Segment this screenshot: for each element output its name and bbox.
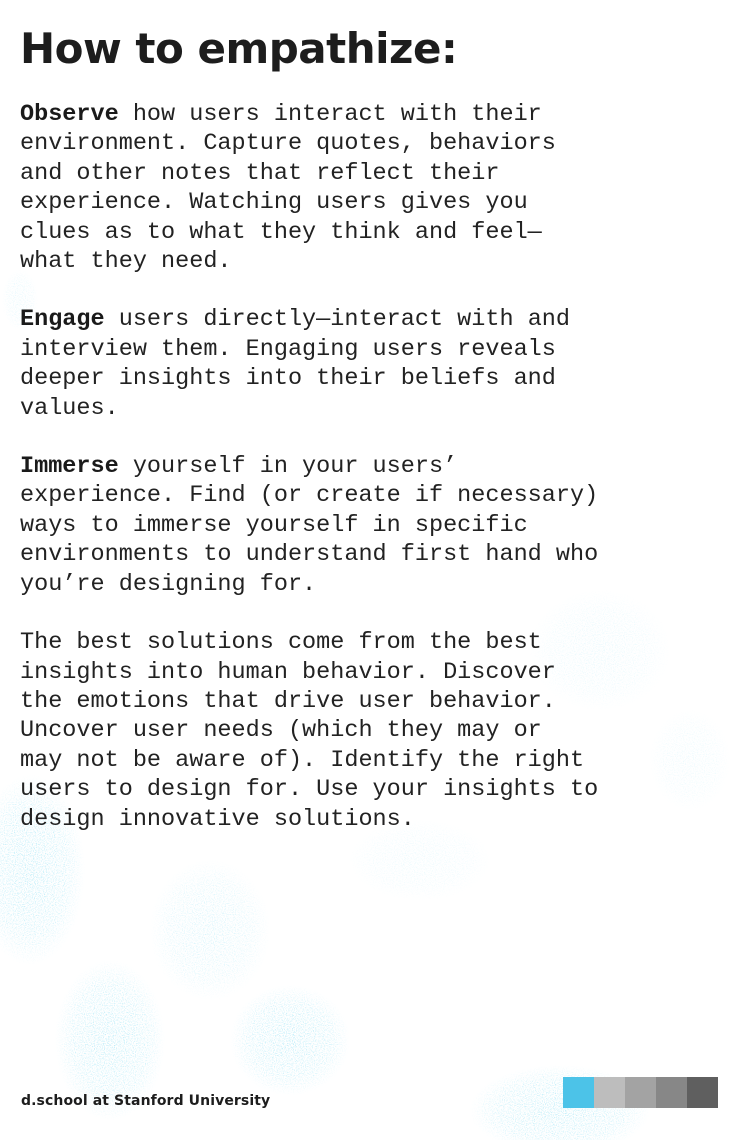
lead-word: Observe xyxy=(20,101,119,128)
color-swatches xyxy=(563,1077,718,1108)
paragraph-immerse xyxy=(20,452,720,599)
footer-label: d.school at Stanford University xyxy=(21,1093,271,1109)
swatch xyxy=(656,1077,687,1108)
paragraph-observe xyxy=(20,100,720,276)
paragraph-text: yourself in your users’ experience. Find (or create if necessary) ways to immerse yourself in specific environments to understand first hand who you’re designing for. xyxy=(20,453,599,598)
paragraph-text: how users interact with their environment. Capture quotes, behaviors and other notes that reflect their experience. Watching users gives you clues as to what they think and feel— what they need. xyxy=(20,101,556,276)
swatch xyxy=(625,1077,656,1108)
swatch xyxy=(563,1077,594,1108)
paragraph-engage xyxy=(20,305,720,423)
lead-word: Immerse xyxy=(20,453,119,481)
paragraph-text: The best solutions come from the best insights into human behavior. Discover the emotions that drive user behavior. Uncover user needs (which they may or may not be aware of). Identify the right users to design for. Use your insights to design innovative solutions. xyxy=(20,629,599,833)
paragraph-insights xyxy=(20,628,720,834)
swatch xyxy=(687,1077,718,1108)
lead-word: Engage xyxy=(20,306,105,334)
content xyxy=(20,24,720,863)
swatch xyxy=(594,1077,625,1108)
paragraph-text: users directly—interact with and interview them. Engaging users reveals deeper insights into their beliefs and values. xyxy=(20,306,571,422)
page-title: How to empathize: xyxy=(20,24,458,73)
